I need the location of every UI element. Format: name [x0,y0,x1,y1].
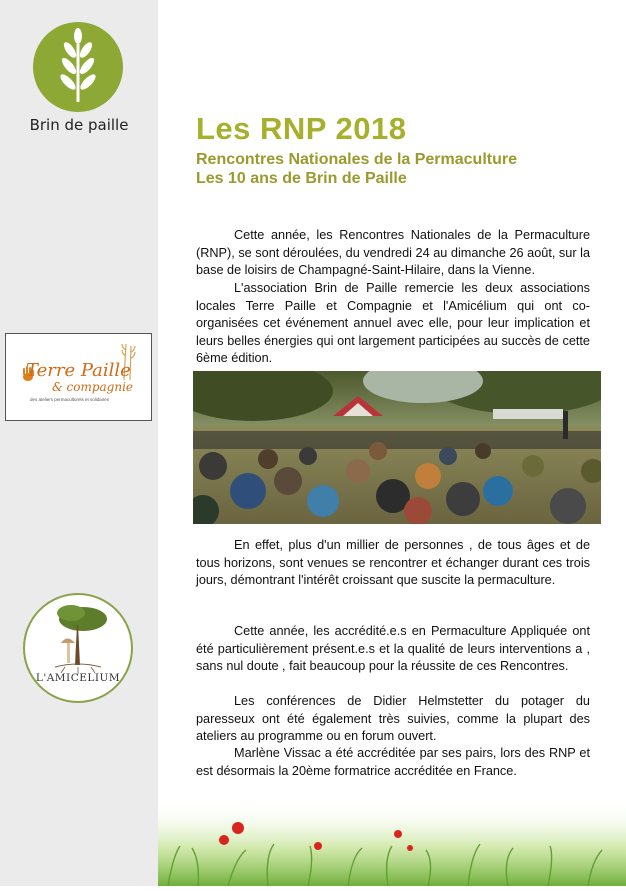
subtitle-line-2: Les 10 ans de Brin de Paille [196,170,407,187]
terre-paille-logo [5,333,152,421]
amicelium-logo [23,593,133,703]
brin-de-paille-logo-text: Brin de paille [29,116,129,134]
paragraph-5: Les conférences de Didier Helmstetter du potager du paresseux ont été également très suivies, comme la plupart des ateliers au programme ou en forum ouvert. [196,694,590,743]
paragraph-2: L'association Brin de Paille remercie les deux associations locales Terre Paille et Compagnie et l'Amicélium qui ont co-organisées cet événement annuel avec elle, pour leur implication et leurs belles énergies qui ont largement participées au succès de cette 6ème édition. [196,281,590,365]
subtitle-line-1: Rencontres Nationales de la Permaculture [196,151,517,168]
paragraph-1: Cette année, les Rencontres Nationales de la Permaculture (RNP), se sont déroulées, du vendredi 24 au dimanche 26 août, sur la base de loisirs de Champagné-Saint-Hilaire, dans la Vienne. [196,228,590,277]
page-subtitle [196,150,517,188]
terre-paille-tagline: des ateliers permaculturels et solidaires [30,397,110,402]
amicelium-logo-text: L'AMICELIUM [35,672,121,684]
sidebar [0,0,158,886]
wheat-icon [33,22,123,112]
tree-mushroom-icon [25,595,131,701]
terre-paille-sub: & compagnie [52,380,134,394]
terre-paille-name: Terre Paille [26,360,131,381]
paragraph-4: Cette année, les accrédité.e.s en Permaculture Appliquée ont été particulièrement présent.e.s et la qualité de leurs interventions a , sans nul doute , fait beaucoup pour la réussite de ces Rencontres. [196,624,590,673]
event-crowd-photo [193,371,601,524]
grass-poppies-banner [158,800,626,886]
paragraph-6: Marlène Vissac a été accréditée par ses pairs, lors des RNP et est désormais la 20ème formatrice accréditée en France. [196,746,590,778]
brin-de-paille-logo [33,22,123,112]
page-title: Les RNP 2018 [196,111,407,146]
paragraph-3: En effet, plus d'un millier de personnes , de tous âges et de tous horizons, sont venues se rencontrer et échanger durant ces trois jours, démontrant l'intérêt croissant que suscite la permaculture. [196,538,590,587]
